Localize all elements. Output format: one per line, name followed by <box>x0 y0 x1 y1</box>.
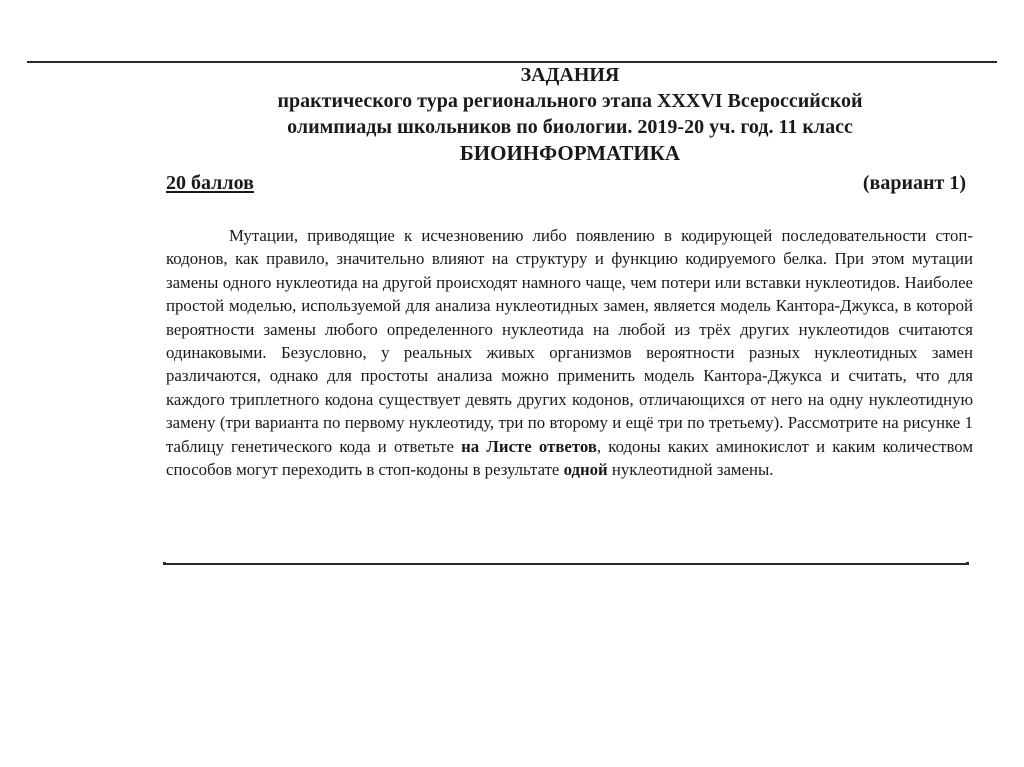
task-emphasis-one: одной <box>563 460 608 480</box>
document-title: ЗАДАНИЯ <box>520 64 620 86</box>
task-text-part-1: Мутации, приводящие к исчезновению либо появлению в кодирующей последовательности стоп-кодонов, как правило, значительно влияют на структуру и функцию кодируемого белка. При этом мутации замены одного нуклеотида на другой происходят намного чаще, чем потери или вставки нуклеотидов. Наиболее простой моделью, используемой для анализа нуклеотидных замен, является модель Кантора-Джукса, в которой вероятности замены любого определенного нуклеотида на любой из трёх других нуклеотидов считаются одинаковыми. Безусловно, у реальных живых организмов вероятности разных нуклеотидных замен различаются, однако для простоты анализа можно применить модель Кантора-Джукса и считать, что для каждого триплетного кодона существует девять других кодонов, отличающихся от него на одну нуклеотидную замену (три варианта по первому нуклеотиду, три по второму и ещё три по третьему). Рассмотрите на рисунке 1 таблицу генетического кода и ответьте <box>166 226 973 456</box>
task-paragraph <box>166 224 973 481</box>
bottom-divider-end-right <box>966 562 969 565</box>
task-text-part-3: нуклеотидной замены. <box>607 460 774 480</box>
document-subtitle-line-2: олимпиады школьников по биологии. 2019-20 уч. год. 11 класс <box>287 116 853 138</box>
points-label: 20 баллов <box>166 172 254 194</box>
score-row <box>166 172 966 198</box>
variant-label: (вариант 1) <box>862 172 966 194</box>
title-block <box>160 62 980 166</box>
document-subtitle-line-1: практического тура регионального этапа XXXVI Всероссийской <box>277 90 863 112</box>
task-text-part-2: , кодоны каких аминокислот и каким количеством способов могут переходить в стоп-кодоны в результате <box>166 436 973 480</box>
bottom-divider <box>166 563 966 565</box>
task-emphasis-answer-sheet: на Листе ответов <box>461 436 597 456</box>
subject-heading: БИОИНФОРМАТИКА <box>459 141 681 165</box>
